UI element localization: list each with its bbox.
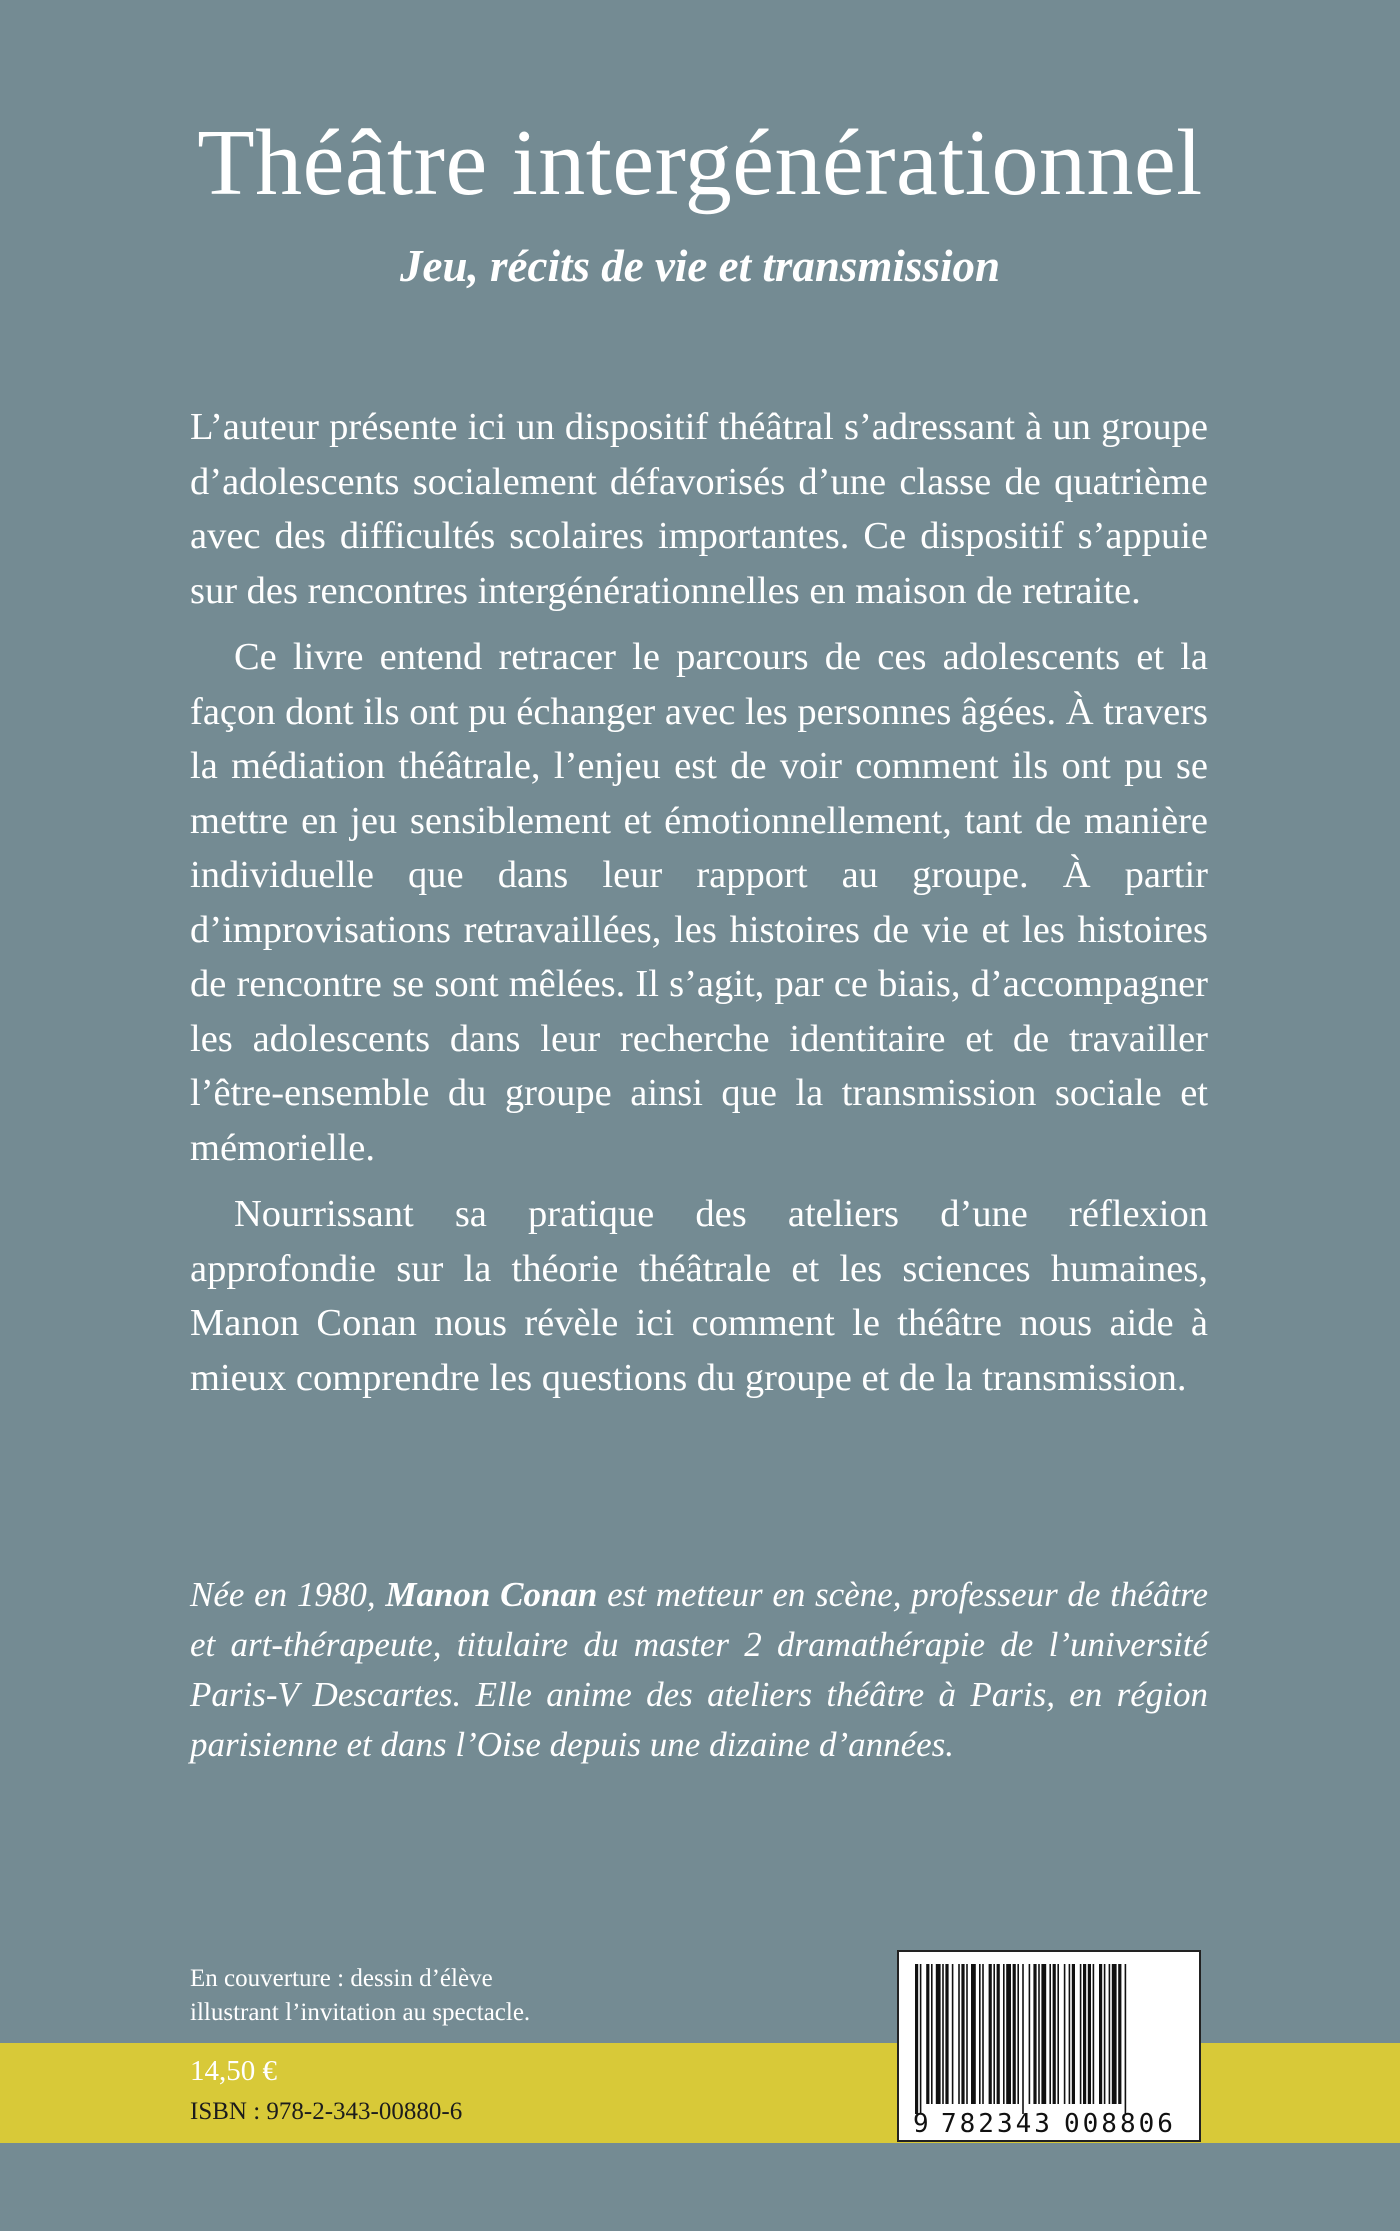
barcode-bar [979, 1964, 981, 2104]
barcode-bar [1069, 1964, 1071, 2104]
barcode-digits-left: 782343 [941, 2109, 1053, 2139]
author-name: Manon Conan [385, 1575, 598, 1614]
barcode-bar [1041, 1964, 1046, 2104]
cover-credit-line: illustrant l’invitation au spectacle. [190, 1999, 531, 2026]
barcode-bar [1112, 1964, 1117, 2104]
barcode-bar [1017, 1964, 1019, 2104]
barcode-digits-right: 008806 [1064, 2109, 1176, 2139]
barcode-bar [958, 1964, 960, 2104]
blurb [190, 400, 1208, 1417]
cover-credit [190, 1962, 610, 2030]
barcode-bar [1013, 1964, 1016, 2104]
barcode-bar [1083, 1964, 1086, 2104]
barcode-bar [1093, 1964, 1095, 2104]
barcode-bar [1049, 1964, 1051, 2104]
barcode-bar [993, 1964, 995, 2104]
barcode-bar [1080, 1964, 1082, 2104]
isbn: ISBN : 978-2-343-00880-6 [190, 2098, 463, 2125]
blurb-paragraph: Nourrissant sa pratique des ateliers d’une réflexion approfondie sur la théorie théâtrale et les sciences humaines, Manon Conan nous révèle ici comment le théâtre nous aide à mieux comprendre les questions du groupe et de la transmission. [190, 1193, 1208, 1399]
barcode-bar [961, 1964, 964, 2104]
barcode-bar [1033, 1964, 1036, 2104]
barcode-bar [1104, 1964, 1106, 2104]
barcode-bar [926, 1964, 929, 2104]
blurb-paragraph: Ce livre entend retracer le parcours de ces adolescents et la façon dont ils ont pu échanger avec les personnes âgées. À travers la médiation théâtrale, l’enjeu est de voir comment ils ont pu se mettre en jeu sensiblement et émotionnellement, tant de manière individuelle que dans leur rapport au groupe. À partir d’improvisations retravaillées, les histoires de vie et les histoires de rencontre se sont mêlées. Il s’agit, par ce biais, d’accompagner les adolescents dans leur recherche identitaire et de travailler l’être-ensemble du groupe ainsi que la transmission sociale et mémorielle. [190, 636, 1208, 1169]
barcode-bar [931, 1964, 933, 2104]
barcode-digit-first: 9 [913, 2109, 929, 2139]
barcode-bar [952, 1964, 954, 2104]
barcode-graphic [899, 1952, 1199, 2140]
book-subtitle: Jeu, récits de vie et transmission [400, 241, 1000, 291]
barcode-bar [1057, 1964, 1059, 2104]
barcode-bar [1088, 1964, 1091, 2104]
barcode-bar [936, 1964, 941, 2104]
barcode-bar [1109, 1964, 1111, 2104]
price: 14,50 € [190, 2055, 277, 2087]
barcode-bar [982, 1964, 984, 2104]
barcode-bar [1099, 1964, 1102, 2104]
barcode-bar [989, 1964, 992, 2104]
barcode-bar [966, 1964, 968, 2104]
barcode-bar [1038, 1964, 1040, 2104]
author-bio [190, 1570, 1208, 1770]
barcode-bar [1029, 1964, 1031, 2104]
bio-prefix: Née en 1980, [190, 1575, 386, 1614]
barcode-bar [1003, 1964, 1005, 2104]
barcode-bar [920, 1964, 922, 2114]
barcode-bar [942, 1964, 944, 2104]
barcode-bars [915, 1964, 1126, 2114]
barcode-bar [1053, 1964, 1056, 2104]
barcode [897, 1950, 1201, 2142]
barcode-bar [945, 1964, 948, 2104]
blurb-paragraph: L’auteur présente ici un dispositif théâtral s’adressant à un groupe d’adolescents socialement défavorisés d’une classe de quatrième avec des difficultés scolaires importantes. Ce dispositif s’appuie sur des rencontres intergénérationnelles en maison de retraite. [190, 406, 1208, 612]
barcode-bar [1006, 1964, 1011, 2104]
barcode-bar [1125, 1964, 1127, 2114]
barcode-bar [1064, 1964, 1066, 2104]
barcode-bar [1118, 1964, 1121, 2104]
barcode-bar [997, 1964, 1000, 2104]
book-title: Théâtre intergénérationnel [197, 111, 1203, 215]
barcode-bar [1072, 1964, 1075, 2104]
bio-text: est metteur en scène, professeur de théâtre et art-thérapeute, titulaire du master 2 dramathérapie de l’université Paris-V Descartes. Elle anime des ateliers théâtre à Paris, en région parisienne et dans l’Oise depuis une dizaine d’années. [190, 1575, 1209, 1764]
barcode-bar [971, 1964, 976, 2104]
barcode-bar [1022, 1964, 1024, 2114]
barcode-bar [915, 1964, 918, 2114]
cover-credit-line: En couverture : dessin d’élève [190, 1965, 493, 1992]
